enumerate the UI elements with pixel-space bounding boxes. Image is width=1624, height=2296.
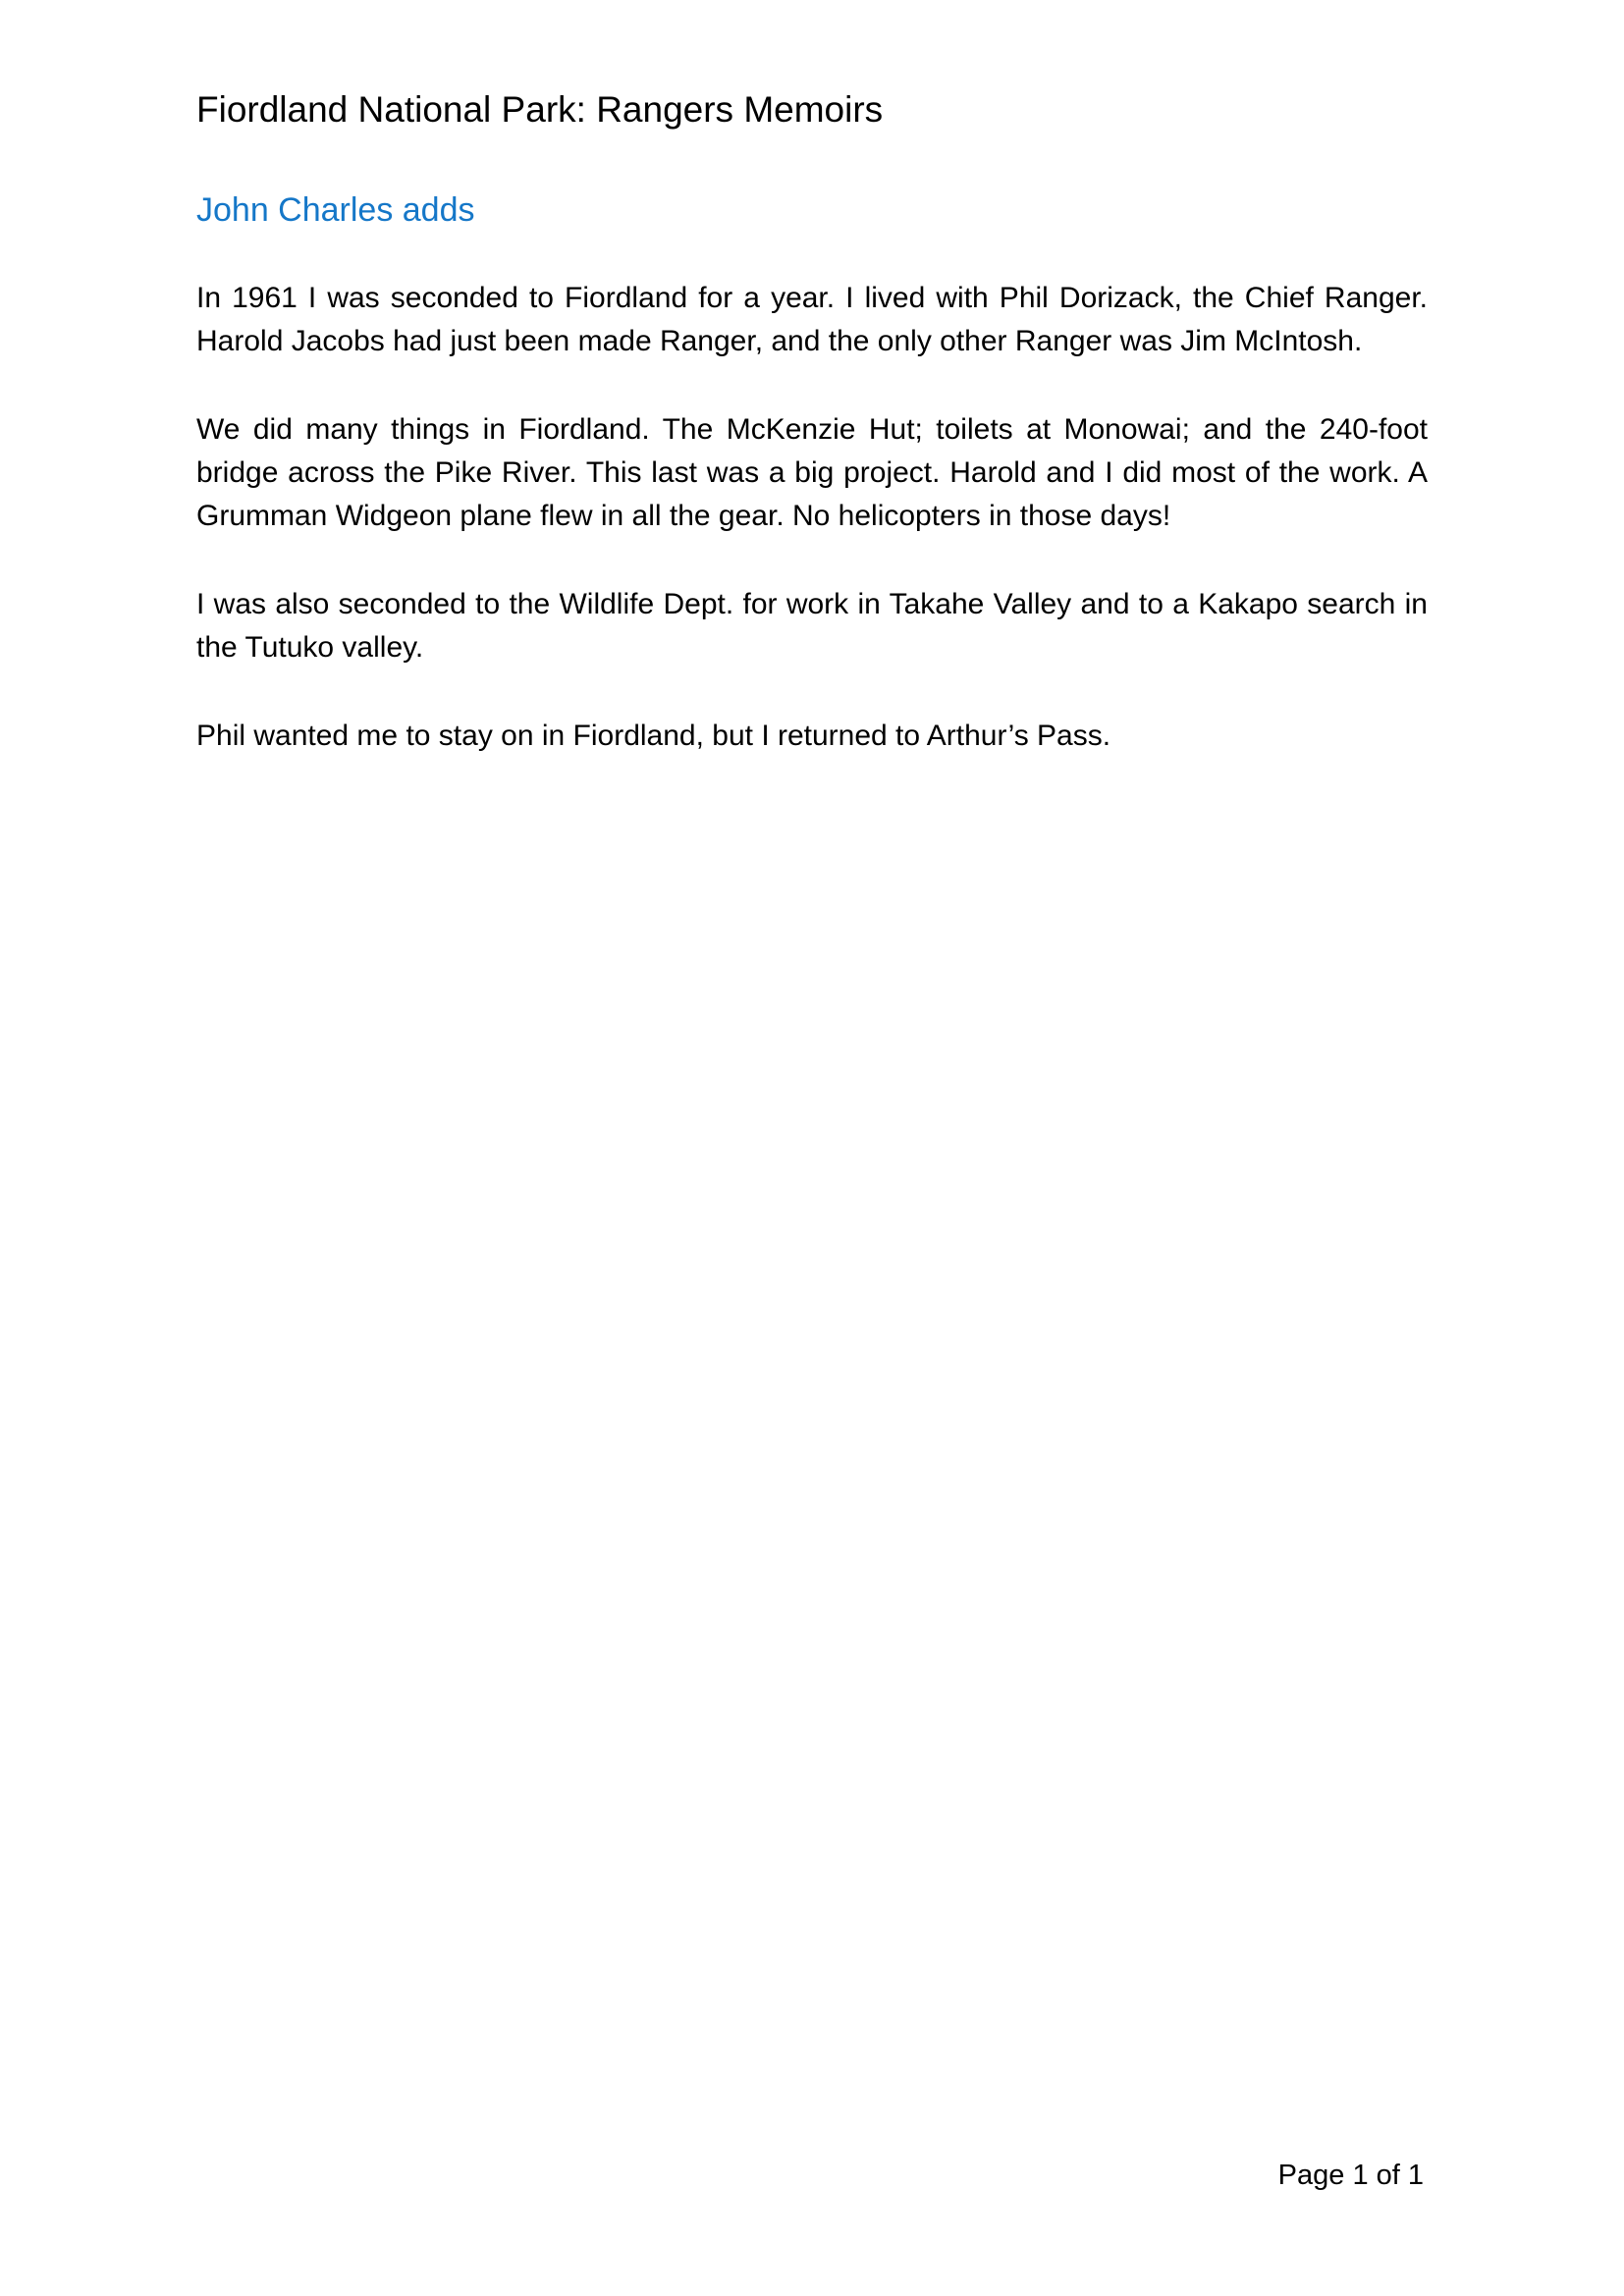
document-title: Fiordland National Park: Rangers Memoirs: [196, 89, 884, 130]
paragraph-3: I was also seconded to the Wildlife Dept. for work in Takahe Valley and to a Kakapo search in the Tutuko valley.: [196, 588, 1428, 664]
paragraph-4: Phil wanted me to stay on in Fiordland, but I returned to Arthur’s Pass.: [196, 720, 1111, 752]
section-heading: John Charles adds: [196, 191, 475, 229]
paragraph-2: We did many things in Fiordland. The McKenzie Hut; toilets at Monowai; and the 240-foot bridge across the Pike River. This last was a big project. Harold and I did most of the work. A Grumman Widgeon plane flew in all the gear. No helicopters in those days!: [196, 413, 1428, 532]
page-number: Page 1 of 1: [1277, 2160, 1424, 2191]
document-content: [196, 0, 1428, 758]
paragraph-1: In 1961 I was seconded to Fiordland for a year. I lived with Phil Dorizack, the Chief Ranger. Harold Jacobs had just been made Ranger, and the only other Ranger was Jim McIntosh.: [196, 282, 1428, 357]
